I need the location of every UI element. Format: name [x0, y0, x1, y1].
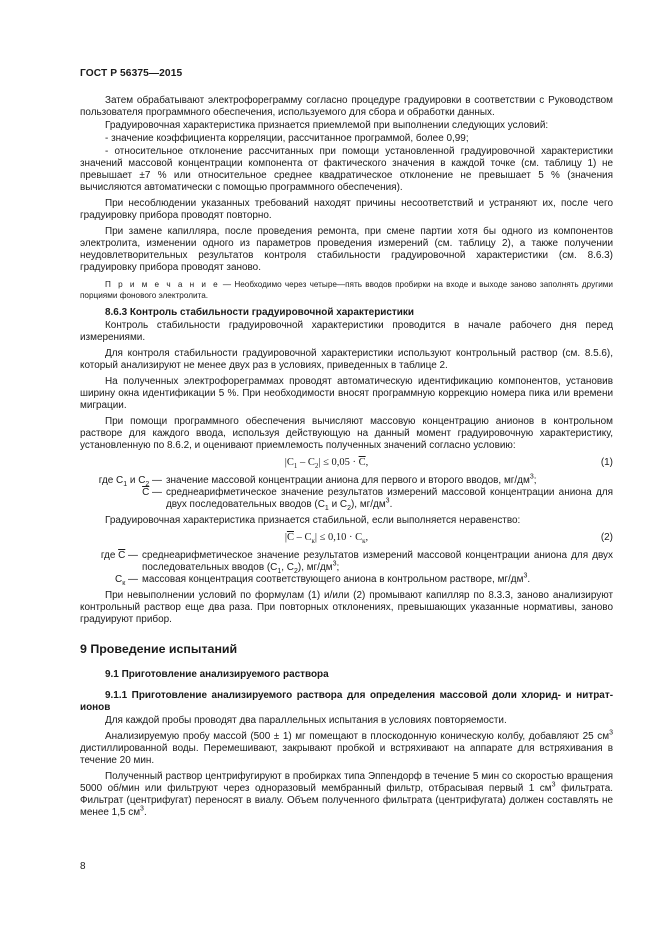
- note: [80, 279, 613, 301]
- note-text: — Необходимо через четыре—пять вводов пробирки на входе и выходе заново заполнять другими порциями фонового электролита.: [80, 280, 613, 301]
- list-item: - значение коэффициента корреляции, рассчитанное программой, более 0,99;: [105, 133, 469, 144]
- formula-2: [80, 532, 613, 546]
- formula-2-number: (2): [600, 532, 613, 544]
- formula-1-legend-cmean: $\overline{C}$ — среднеарифметическое значение результатов измерений массовой концентрации аниона для двух последовательных вводов ($C_1$ и $C_2$), $мг/дм^3$.: [142, 487, 613, 513]
- paragraph: При несоблюдении указанных требований находят причины несоответствий и устраняют их, после чего градуировку прибора проводят повторно.: [80, 198, 613, 221]
- paragraph: Контроль стабильности градуировочной характеристики проводится в начале рабочего дня перед измерениями.: [80, 320, 613, 344]
- paragraph: На полученных электрофореграммах проводят автоматическую идентификацию компонентов, установив ширину окна идентификации 5 %. При необходимости вносят программную коррекцию номера пика или времени миграции.: [80, 376, 613, 412]
- section-heading-8-6-3: 8.6.3 Контроль стабильности градуировочной характеристики: [105, 307, 414, 319]
- formula-1-expression: $|C_1 - C_2| \le 0,05 \cdot \overline{C}$,: [284, 457, 369, 471]
- paragraph: При невыполнении условий по формулам (1) и/или (2) промывают капилляр по 8.3.3, заново анализируют контрольный раствор еще два раза. При повторных отклонениях, превышающих указанные нормативы, заново градуируют прибор.: [80, 590, 613, 626]
- formula-1: [80, 457, 613, 471]
- formula-2-expression: $|\overline{C} - C_к| \le 0,10 \cdot C_к$,: [284, 532, 369, 546]
- paragraph: Затем обрабатывают электрофореграмму согласно процедуре градуировки в соответствии с Руководством пользователя программного обеспечения, используемого для сбора и обработки данных.: [80, 95, 613, 118]
- paragraph: Для контроля стабильности градуировочной характеристики используют контрольный раствор (см. 8.5.6), который анализируют не менее двух раз в условиях, приведенных в таблице 2.: [80, 348, 613, 372]
- document-body: [80, 95, 613, 820]
- section-heading-9-1: 9.1 Приготовление анализируемого раствора: [105, 669, 329, 681]
- paragraph: Полученный раствор центрифугируют в пробирках типа Эппендорф в течение 5 мин со скоростью вращения 5000 об/мин или фильтруют через одноразовый мембранный фильтр, отбрасывая первый 1 $см^3$ фильтрата. Фильтрат (центрифугат) переносят в виалу. Объем полученного фильтрата (центрифугата) должен составлять не менее 1,5 $см^3$.: [80, 771, 613, 819]
- page-number: 8: [80, 861, 86, 872]
- paragraph: Для каждой пробы проводят два параллельных испытания в условиях повторяемости.: [105, 715, 507, 727]
- paragraph: Анализируемую пробу массой (500 ± 1) мг помещают в плоскодонную коническую колбу, добавляют 25 $см^3$ дистиллированной воды. Перемешивают, закрывают пробкой и встряхивают на аппарате для встряхивания в течение 20 мин.: [80, 730, 613, 767]
- formula-1-legend-c1-c2: где $C_1$ и $C_2$ — значение массовой концентрации аниона для первого и второго вводов, $мг/дм^3$;: [98, 474, 537, 489]
- list-item: - относительное отклонение рассчитанных при помощи установленной градуировочной характеристики значений массовой концентрации компонента от фактического значения в каждой точке (см. таблицу 1) не превышает ±7 % или относительное среднее квадратическое отклонение не превышает 5 % (значения вычисляются автоматически с помощью программного обеспечения).: [80, 146, 613, 193]
- section-heading-9-1-1: 9.1.1 Приготовление анализируемого раствора для определения массовой доли хлорид- и нитрат-ионов: [80, 690, 613, 714]
- paragraph: При помощи программного обеспечения вычисляют массовую концентрацию анионов в контрольном растворе для каждого ввода, используя действующую на данный момент градуировочную характеристику, установленную по 8.6.2, и оценивают приемлемость полученных значений согласно условию:: [80, 416, 613, 452]
- paragraph: Градуировочная характеристика признается стабильной, если выполняется неравенство:: [105, 515, 521, 527]
- formula-2-legend-cmean: где $\overline{C}$ — среднеарифметическое значение результатов измерений массовой концентрации аниона для двух последовательных вводов ($C_1$, $C_2$), $мг/дм^3$;: [100, 550, 613, 576]
- document-header: ГОСТ Р 56375—2015: [80, 68, 183, 79]
- formula-2-legend-ck: $C_к$ — массовая концентрация соответствующего аниона в контрольном растворе, $мг/дм^3$.: [115, 573, 531, 588]
- note-label: П р и м е ч а н и е: [105, 280, 220, 289]
- section-heading-9: 9 Проведение испытаний: [80, 642, 238, 657]
- paragraph: Градуировочная характеристика признается приемлемой при выполнении следующих условий:: [105, 120, 549, 131]
- formula-1-number: (1): [600, 457, 613, 469]
- paragraph: При замене капилляра, после проведения ремонта, при смене партии хотя бы одного из компонентов электролита, изменении одного из параметров проведения измерений (см. таблицу 2), а также получении неудовлетворительных результатов контроля стабильности градуировочной характеристики (см. 8.6.3) градуировку прибора проводят заново.: [80, 226, 613, 273]
